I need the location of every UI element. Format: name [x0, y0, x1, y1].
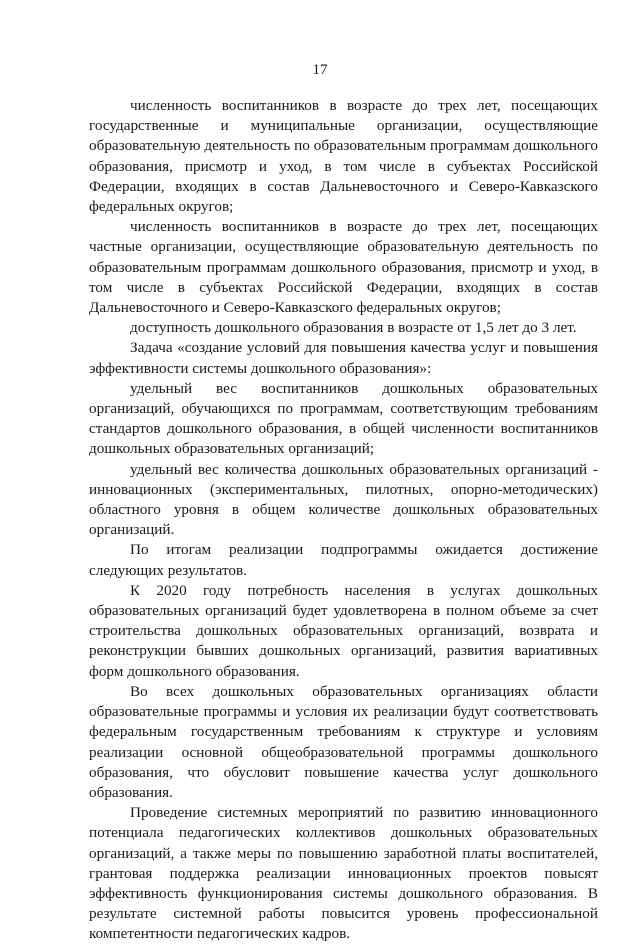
paragraph-enrollment-private: численность воспитанников в возрасте до трех лет, посещающих частные организации, осуществляющие образовательную деятельность по образовательным программам дошкольного образования, присмотр и уход, в том числе в субъектах Российской Федерации, входящих в состав Дальневосточного и Северо-Кавказского федеральных округов;: [89, 218, 598, 317]
paragraph-expected-results: По итогам реализации подпрограммы ожидается достижение следующих результатов.: [89, 541, 598, 579]
paragraph-innovative-share: удельный вес количества дошкольных образовательных организаций - инновационных (экспериментальных, пилотных, опорно-методических) областного уровня в общем количестве дошкольных образовательных организаций.: [89, 460, 598, 539]
paragraph-innovation-measures: Проведение системных мероприятий по развитию инновационного потенциала педагогических коллективов дошкольных образовательных организаций, а также меры по повышению заработной платы воспитателей, грантовая поддержка реализации инновационных проектов повысят эффективность функционирования системы дошкольного образования. В результате системной работы повысится уровень профессиональной компетентности педагогических кадров.: [89, 804, 598, 943]
paragraph-2020-demand: К 2020 году потребность населения в услугах дошкольных образовательных организаций будет удовлетворена в полном объеме за счет строительства дошкольных образовательных организаций, возврата и реконструкции бывших дошкольных организаций, развития вариативных форм дошкольного образования.: [89, 581, 598, 680]
paragraph-accessibility: доступность дошкольного образования в возрасте от 1,5 лет до 3 лет.: [130, 319, 577, 337]
paragraph-programs-compliance: Во всех дошкольных образовательных организациях области образовательные программы и условия их реализации будут соответствовать федеральным государственным требованиям к структуре и условиям реализации основной общеобразовательной программы дошкольного образования, что обусловит повышение качества услуг дошкольного образования.: [89, 682, 598, 801]
page-number: 17: [312, 62, 328, 78]
paragraph-standards-share: удельный вес воспитанников дошкольных образовательных организаций, обучающихся по программам, соответствующим требованиям стандартов дошкольного образования, в общей численности воспитанников дошкольных образовательных организаций;: [89, 379, 598, 458]
paragraph-task-quality: Задача «создание условий для повышения качества услуг и повышения эффективности системы дошкольного образования»:: [89, 339, 598, 377]
document-body: [89, 96, 598, 945]
paragraph-enrollment-public: численность воспитанников в возрасте до трех лет, посещающих государственные и муниципальные организации, осуществляющие образовательную деятельность по образовательным программам дошкольного образования, присмотр и уход, в том числе в субъектах Российской Федерации, входящих в состав Дальневосточного и Северо-Кавказского федеральных округов;: [89, 97, 598, 216]
